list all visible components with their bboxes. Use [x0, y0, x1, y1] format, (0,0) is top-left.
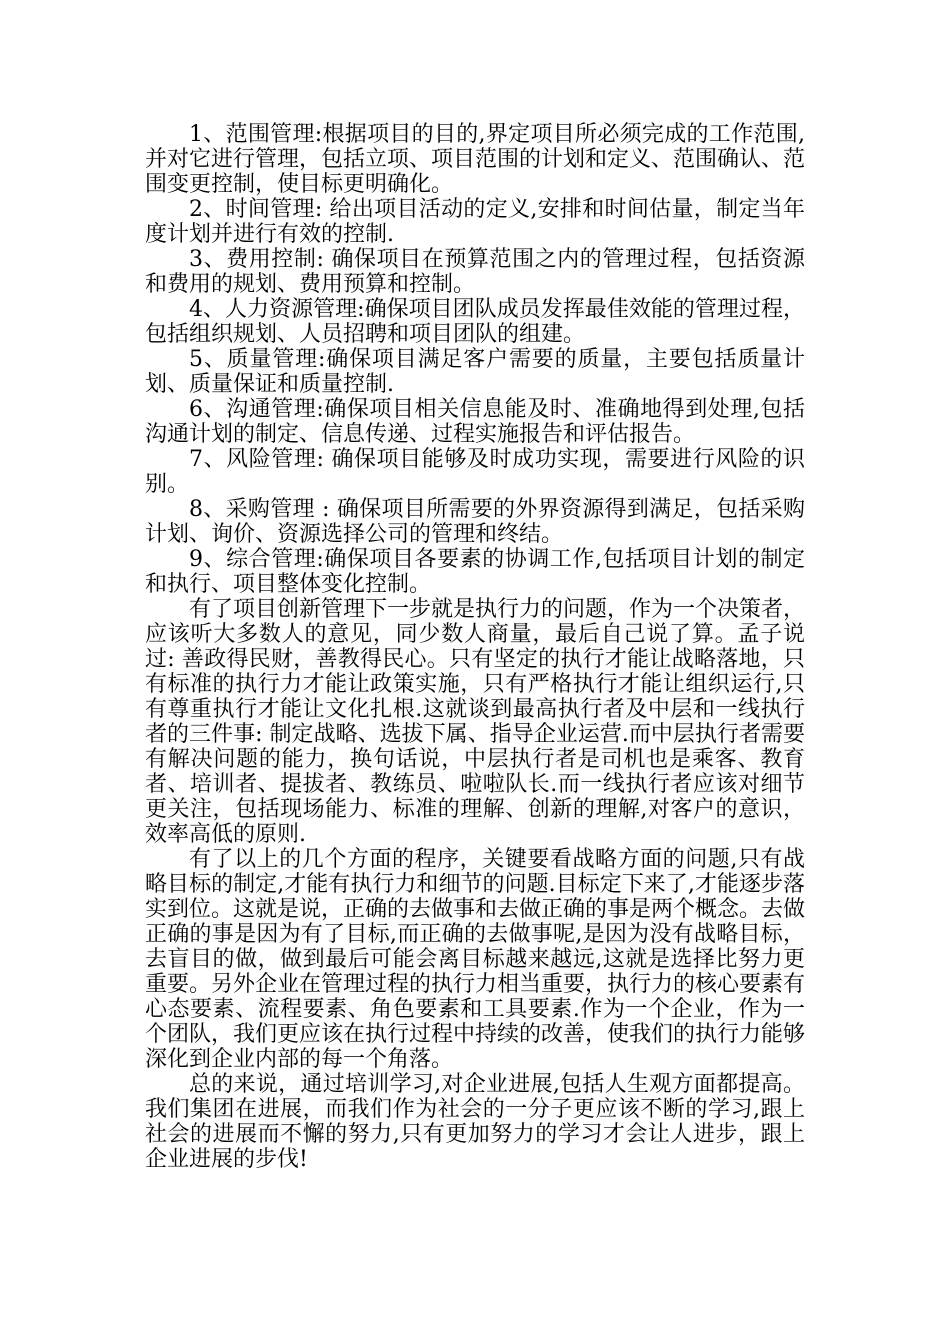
paragraph-risk-management: 7、风险管理: 确保项目能够及时成功实现，需要进行风险的识别。 [145, 447, 805, 497]
paragraph-scope-management: 1、范围管理:根据项目的目的,界定项目所必须完成的工作范围,并对它进行管理，包括立项、项目范围的计划和定义、范围确认、范围变更控制，使目标更明确化。 [145, 122, 806, 197]
paragraph-quality-management: 5、质量管理:确保项目满足客户需要的质量，主要包括质量计划、质量保证和质量控制. [145, 347, 805, 397]
paragraph-cost-control: 3、费用控制: 确保项目在预算范围之内的管理过程，包括资源和费用的规划、费用预算和控制。 [145, 247, 805, 297]
paragraph-integration-management: 9、综合管理:确保项目各要素的协调工作,包括项目计划的制定和执行、项目整体变化控制。 [145, 547, 805, 597]
paragraph-conclusion: 总的来说，通过培训学习,对企业进展,包括人生观方面都提高。我们集团在进展，而我们作为社会的一分子更应该不断的学习,跟上社会的进展而不懈的努力,只有更加努力的学习才会让人进步，跟上企业进展的步伐! [145, 1072, 805, 1172]
paragraph-execution: 有了项目创新管理下一步就是执行力的问题，作为一个决策者，应该听大多数人的意见，同少数人商量，最后自己说了算。孟子说过: 善政得民财，善教得民心。只有坚定的执行才能让战略落地，只有标准的执行力才能让政策实施，只有严格执行才能让组织运行,只有尊重执行才能让文化扎根.这就谈到最高执行者及中层和一线执行者的三件事: 制定战略、选拔下属、指导企业运营.而中层执行者需要有解决问题的能力，换句话说，中层执行者是司机也是乘客、教育者、培训者、提拔者、教练员、啦啦队长.而一线执行者应该对细节更关注，包括现场能力、标准的理解、创新的理解,对客户的意识，效率高低的原则. [145, 597, 806, 847]
paragraph-human-resources: 4、人力资源管理:确保项目团队成员发挥最佳效能的管理过程，包括组织规划、人员招聘和项目团队的组建。 [145, 297, 805, 347]
paragraph-procurement-management: 8、采购管理 : 确保项目所需要的外界资源得到满足，包括采购计划、询价、资源选择公司的管理和终结。 [145, 497, 805, 547]
document-body [145, 122, 805, 1172]
paragraph-strategy: 有了以上的几个方面的程序，关键要看战略方面的问题,只有战略目标的制定,才能有执行力和细节的问题.目标定下来了,才能逐步落实到位。这就是说，正确的去做事和去做正确的事是两个概念。去做正确的事是因为有了目标,而正确的去做事呢,是因为没有战略目标，去盲目的做，做到最后可能会离目标越来越远,这就是选择比努力更重要。另外企业在管理过程的执行力相当重要，执行力的核心要素有心态要素、流程要素、角色要素和工具要素.作为一个企业，作为一个团队，我们更应该在执行过程中持续的改善，使我们的执行力能够深化到企业内部的每一个角落。 [145, 847, 806, 1072]
paragraph-time-management: 2、时间管理: 给出项目活动的定义,安排和时间估量，制定当年度计划并进行有效的控制. [145, 197, 805, 247]
paragraph-communication-management: 6、沟通管理:确保项目相关信息能及时、准确地得到处理,包括沟通计划的制定、信息传递、过程实施报告和评估报告。 [145, 397, 805, 447]
